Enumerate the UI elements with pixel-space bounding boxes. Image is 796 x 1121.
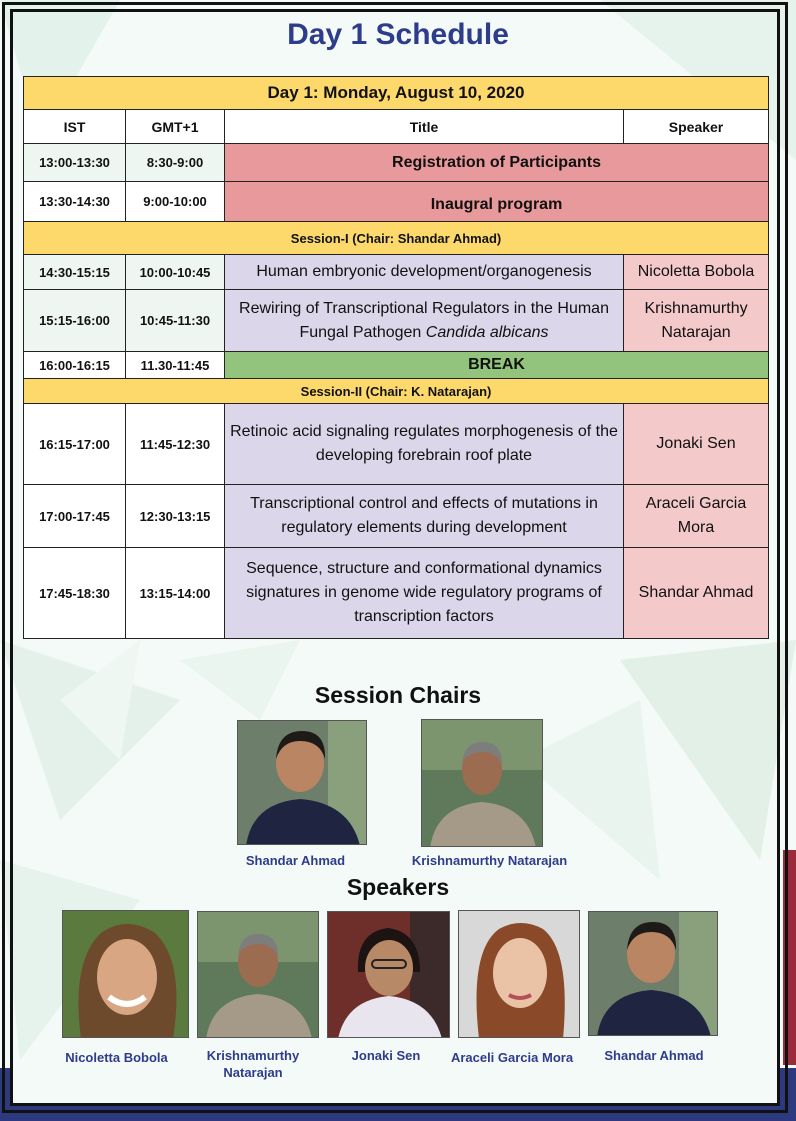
talk-title-italic: Candida albicans	[425, 323, 549, 341]
gmt-cell: 9:00-10:00	[126, 182, 225, 222]
gmt-cell: 13:15-14:00	[126, 548, 225, 639]
speaker-cell: Krishnamurthy Natarajan	[624, 290, 769, 352]
speaker-photo-krishnamurthy-natarajan	[197, 911, 319, 1038]
session-chairs-heading: Session Chairs	[314, 682, 482, 708]
table-row	[24, 182, 769, 222]
column-header-speaker: Speaker	[624, 110, 769, 144]
registration-cell: Registration of Participants	[225, 144, 769, 182]
session-2-header: Session-II (Chair: K. Natarajan)	[24, 379, 769, 404]
column-header-title: Title	[225, 110, 624, 144]
break-cell: BREAK	[225, 352, 769, 379]
gmt-cell: 10:45-11:30	[126, 290, 225, 352]
table-row	[24, 485, 769, 548]
gmt-cell: 11.30-11:45	[126, 352, 225, 379]
table-row	[24, 255, 769, 290]
speaker-cell: Araceli Garcia Mora	[624, 485, 769, 548]
speaker-cell: Jonaki Sen	[624, 404, 769, 485]
column-header-ist: IST	[24, 110, 126, 144]
speaker-cell: Nicoletta Bobola	[624, 255, 769, 290]
talk-title-cell	[225, 290, 624, 352]
session-1-header: Session-I (Chair: Shandar Ahmad)	[24, 222, 769, 255]
table-row	[24, 352, 769, 379]
table-row	[24, 548, 769, 639]
speaker-name-5: Shandar Ahmad	[604, 1048, 704, 1063]
talk-title-cell: Human embryonic development/organogenesis	[225, 255, 624, 290]
ist-cell: 14:30-15:15	[24, 255, 126, 290]
session-row	[24, 222, 769, 255]
talk-title-text: Rewiring of Transcriptional Regulators in the Human Fungal Pathogen	[239, 299, 609, 341]
table-row	[24, 404, 769, 485]
ist-cell: 17:00-17:45	[24, 485, 126, 548]
ist-cell: 16:15-17:00	[24, 404, 126, 485]
ist-cell: 13:30-14:30	[24, 182, 126, 222]
column-header-row	[24, 110, 769, 144]
chair-name-2: Krishnamurthy Natarajan	[411, 853, 568, 868]
page-title: Day 1 Schedule	[287, 18, 509, 51]
speaker-name-4: Araceli Garcia Mora	[450, 1050, 574, 1065]
gmt-cell: 11:45-12:30	[126, 404, 225, 485]
ist-cell: 15:15-16:00	[24, 290, 126, 352]
schedule-table	[23, 76, 769, 639]
inaugural-cell: Inaugral program	[225, 182, 769, 222]
speaker-photo-jonaki-sen	[327, 911, 450, 1038]
ist-cell: 17:45-18:30	[24, 548, 126, 639]
gmt-cell: 8:30-9:00	[126, 144, 225, 182]
chair-photo-krishnamurthy-natarajan	[421, 719, 543, 847]
speaker-name-2: Krishnamurthy Natarajan	[206, 1048, 300, 1080]
chair-photo-shandar-ahmad	[237, 720, 367, 845]
speaker-photo-nicoletta-bobola	[62, 910, 189, 1038]
speaker-photo-araceli-garcia-mora	[458, 910, 580, 1038]
column-header-gmt: GMT+1	[126, 110, 225, 144]
ist-cell: 16:00-16:15	[24, 352, 126, 379]
speaker-cell: Shandar Ahmad	[624, 548, 769, 639]
speaker-photo-shandar-ahmad	[588, 911, 718, 1036]
table-row	[24, 290, 769, 352]
talk-title-cell: Sequence, structure and conformational dynamics signatures in genome wide regulatory programs of transcription factors	[225, 548, 624, 639]
ist-cell: 13:00-13:30	[24, 144, 126, 182]
speakers-heading: Speakers	[346, 874, 450, 900]
table-row	[24, 144, 769, 182]
talk-title-cell: Retinoic acid signaling regulates morphogenesis of the developing forebrain roof plate	[225, 404, 624, 485]
gmt-cell: 10:00-10:45	[126, 255, 225, 290]
speaker-name-1: Nicoletta Bobola	[65, 1050, 168, 1065]
talk-title-cell: Transcriptional control and effects of mutations in regulatory elements during development	[225, 485, 624, 548]
speaker-name-3: Jonaki Sen	[351, 1048, 421, 1063]
chair-name-1: Shandar Ahmad	[245, 853, 346, 868]
gmt-cell: 12:30-13:15	[126, 485, 225, 548]
session-row	[24, 379, 769, 404]
day-header: Day 1: Monday, August 10, 2020	[24, 77, 769, 110]
